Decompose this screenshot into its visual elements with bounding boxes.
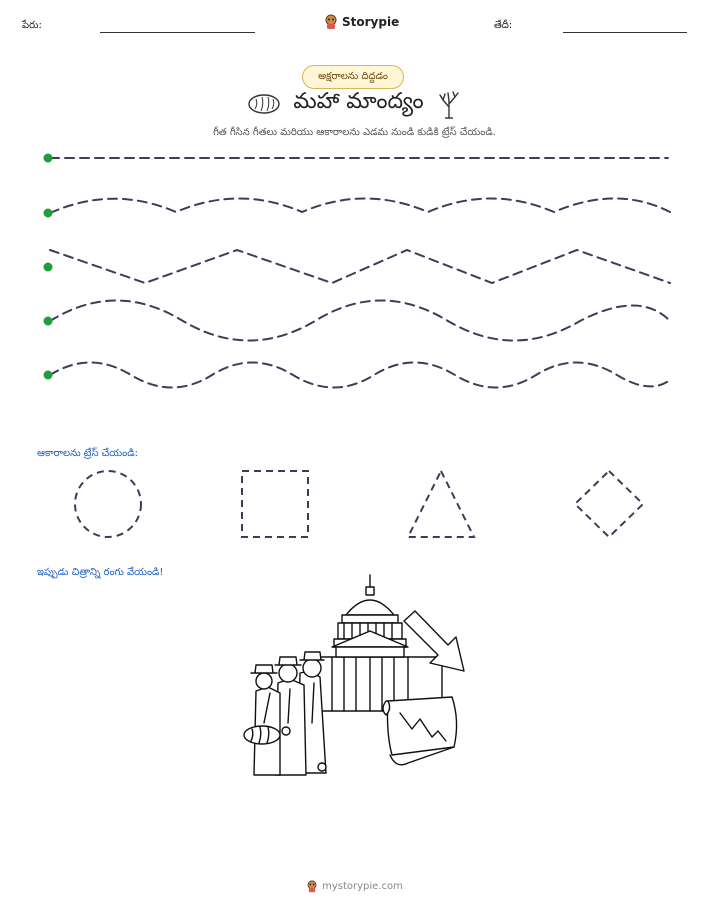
date-field-line[interactable] xyxy=(563,32,687,33)
trace-lines xyxy=(0,140,709,400)
start-dot xyxy=(44,371,53,380)
storypie-mascot-icon xyxy=(306,880,318,893)
trace-shapes xyxy=(0,465,709,545)
worksheet-badge: అక్షరాలను దిద్దడం xyxy=(302,65,404,89)
name-label: పేరు: xyxy=(22,20,42,31)
start-dot xyxy=(44,317,53,326)
date-label: తేదీ: xyxy=(494,20,513,31)
start-dot xyxy=(44,263,53,272)
page-title: మహా మాంద్యం xyxy=(293,89,424,114)
bare-tree-icon xyxy=(436,89,462,119)
trace-shape-circle[interactable] xyxy=(75,471,141,537)
start-dot xyxy=(44,209,53,218)
trace-line-wave-3[interactable] xyxy=(50,363,670,388)
trace-line-wave-1[interactable] xyxy=(50,199,670,214)
trace-shape-square[interactable] xyxy=(242,471,308,537)
footer xyxy=(0,880,709,893)
trace-shape-diamond[interactable] xyxy=(575,471,643,537)
footer-site-link[interactable]: mystorypie.com xyxy=(322,881,403,892)
brand-logo xyxy=(324,14,399,30)
trace-line-zigzag[interactable] xyxy=(50,250,670,283)
bread-icon xyxy=(247,92,281,116)
great-depression-illustration[interactable] xyxy=(240,573,470,785)
start-dot xyxy=(44,154,53,163)
storypie-mascot-icon xyxy=(324,14,338,30)
shapes-section-label: ఆకారాలను ట్రేస్ చేయండి: xyxy=(37,448,138,459)
title-row xyxy=(0,89,709,119)
trace-shape-triangle[interactable] xyxy=(408,471,474,537)
brand-name: Storypie xyxy=(342,15,400,29)
coloring-section-label: ఇప్పుడు చిత్రాన్ని రంగు వేయండి! xyxy=(37,567,164,578)
trace-line-wave-2[interactable] xyxy=(50,301,670,341)
name-field-line[interactable] xyxy=(100,32,255,33)
instruction-text: గీత గీసిన గీతలు మరియు ఆకారాలను ఎడమ నుండి కుడికి ట్రేస్ చేయండి. xyxy=(213,127,496,138)
